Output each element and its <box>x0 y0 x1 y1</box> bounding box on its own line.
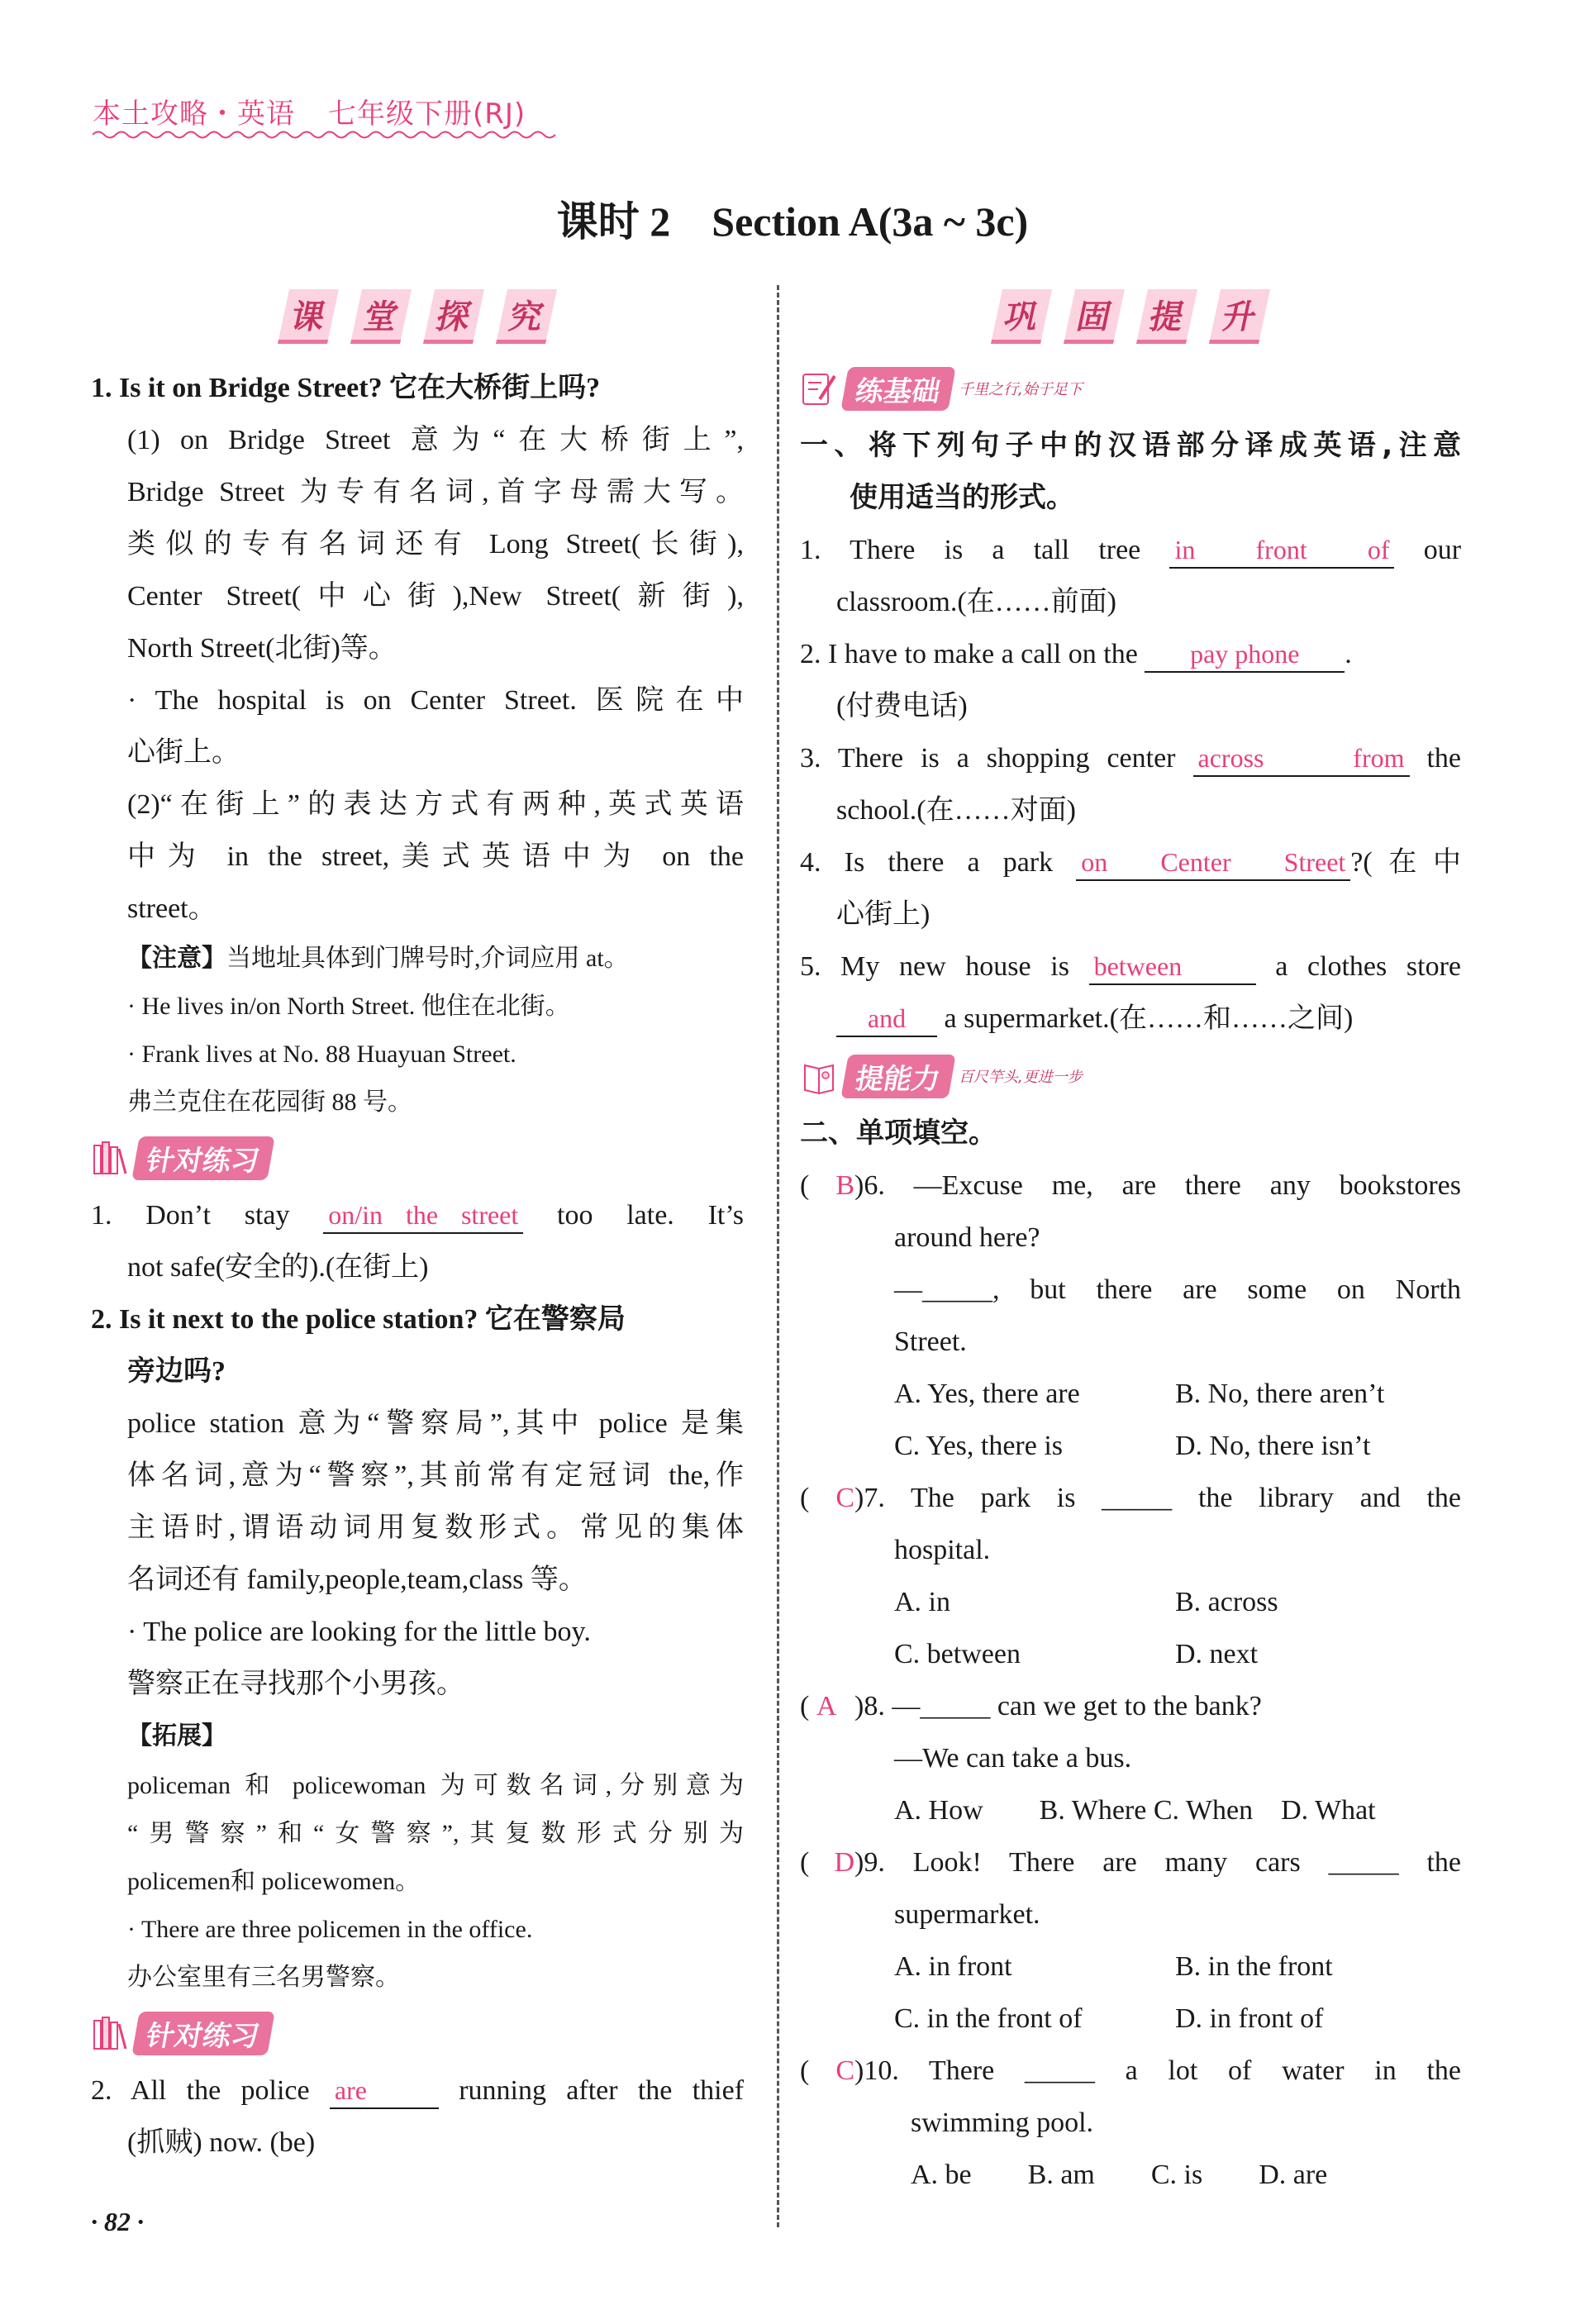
answer-paren: ( D <box>800 1847 854 1878</box>
q-text: ?(在中 <box>1350 847 1461 878</box>
section-header-classroom <box>91 289 744 355</box>
options-row <box>800 1368 1461 1420</box>
answer-letter: A <box>816 1691 837 1722</box>
section-tile: 提 <box>1136 289 1197 344</box>
example-translation: 警察正在寻找那个小男孩。 <box>127 1669 464 1699</box>
answer-text: in front of <box>1174 535 1390 564</box>
lesson-title: 课时 2 Section A(3a ~ 3c) <box>556 198 1029 245</box>
q-text: 1. Don’t stay <box>91 1200 290 1231</box>
answer-blank <box>1089 950 1256 985</box>
q-text: running after the thief <box>459 2075 745 2106</box>
option: B. across <box>1175 1587 1278 1617</box>
q-text: a supermarket.(在……和……之间) <box>944 1003 1354 1034</box>
example-sentence: 心街上。 <box>127 737 240 768</box>
example-sentence: · The police are looking for the little boy. <box>127 1617 591 1647</box>
basic-note: 千里之行,始于足下 <box>959 381 1083 398</box>
options-row <box>800 1941 1461 1993</box>
section-tile: 巩 <box>991 289 1052 344</box>
practice-badge <box>91 1131 744 1184</box>
answer-text: and <box>867 1003 907 1033</box>
q-text: . <box>1345 639 1352 669</box>
ability-badge <box>800 1050 1461 1102</box>
q-text: )10. There _____ a lot of water in the <box>854 2055 1461 2086</box>
books-icon <box>91 2014 129 2052</box>
practice-q2 <box>91 2064 744 2117</box>
answer-text: across from <box>1197 743 1405 773</box>
note-label: 【注意】 <box>127 944 226 973</box>
example-translation: 弗兰克住在花园街 88 号。 <box>127 1088 412 1116</box>
q-text: 1. There is a tall tree <box>800 535 1141 565</box>
q-text: 2. I have to make a call on the <box>800 639 1138 669</box>
options-row: A. be B. am C. is D. are <box>911 2160 1328 2190</box>
option: C. Yes, there is <box>894 1431 1064 1461</box>
translate-item-line2: 心街上) <box>836 899 931 930</box>
section-header-consolidate <box>800 289 1461 355</box>
book-name: 本土攻略・英语 <box>93 98 295 131</box>
answer-blank <box>836 1002 937 1037</box>
translate-item-5-line2 <box>800 993 1461 1045</box>
answer-letter: B <box>835 1170 854 1201</box>
left-column <box>91 289 744 2169</box>
text-line: police station 意为“警察局”,其中 police 是集 <box>127 1408 744 1439</box>
translate-item-line2: (付费电话) <box>836 691 968 721</box>
q-text: our <box>1423 535 1462 565</box>
option: D. in front of <box>1175 2003 1324 2034</box>
part1-heading: 一、将下列句子中的汉语部分译成英语,注意 <box>800 429 1461 462</box>
answer-blank <box>1193 741 1410 777</box>
practice-q2-line2: (抓贼) now. (be) <box>127 2127 316 2158</box>
practice-label: 针对练习 <box>131 1136 274 1180</box>
q-text: 3. There is a shopping center <box>800 743 1176 774</box>
q-text: too late. It’s <box>557 1200 745 1231</box>
translate-item-1 <box>800 524 1461 576</box>
mc-question-7 <box>800 1472 1461 1524</box>
mc-question-9 <box>800 1836 1461 1888</box>
option: A. in front <box>894 1951 1012 1982</box>
section-tile: 固 <box>1064 289 1125 344</box>
practice-q1-line2: not safe(安全的).(在街上) <box>127 1252 429 1283</box>
options-row <box>800 1628 1461 1680</box>
ext-label: 【拓展】 <box>127 1722 226 1750</box>
option: B. in the front <box>1175 1951 1333 1982</box>
example-translation: 办公室里有三名男警察。 <box>127 1964 400 1991</box>
ability-label: 提能力 <box>840 1055 955 1098</box>
text-line: “男警察”和“女警察”,其复数形式分别为 <box>127 1820 744 1847</box>
text-line: policeman 和 policewoman 为可数名词,分别意为 <box>127 1772 744 1799</box>
text-line: 名词还有 family,people,team,class 等。 <box>127 1564 587 1595</box>
q-text: Street. <box>894 1326 967 1357</box>
text-line: North Street(北街)等。 <box>127 633 397 664</box>
q-text: —_____, but there are some on North <box>894 1274 1461 1305</box>
answer-text: between <box>1093 951 1183 981</box>
mc-question-6 <box>800 1160 1461 1212</box>
q-text: )9. Look! There are many cars _____ the <box>854 1847 1461 1878</box>
book-icon <box>800 1057 838 1095</box>
example-sentence: · The hospital is on Center Street. 医院在中 <box>127 685 744 716</box>
option: D. No, there isn’t <box>1175 1431 1371 1461</box>
q-text: 4. Is there a park <box>800 847 1054 878</box>
practice-badge <box>91 2007 744 2060</box>
text-line: 主语时,谓语动词用复数形式。常见的集体 <box>127 1512 744 1543</box>
text-line: Bridge Street 为专有名词,首字母需大写。 <box>127 477 744 507</box>
page-number: · 82 · <box>91 2207 144 2236</box>
text-line: 体名词,意为“警察”,其前常有定冠词 the,作 <box>127 1460 744 1491</box>
right-column <box>800 289 1461 2201</box>
text-line: 中为 in the street,美式英语中为 on the <box>127 841 744 872</box>
options-row <box>800 1993 1461 2045</box>
books-icon <box>91 1139 129 1177</box>
mc-question-10 <box>800 2045 1461 2097</box>
answer-blank <box>1169 533 1394 569</box>
answer-text: are <box>334 2075 367 2105</box>
option: D. next <box>1175 1639 1259 1669</box>
mc-question-8 <box>800 1680 1461 1732</box>
answer-letter: D <box>834 1847 854 1878</box>
answer-blank <box>330 2074 439 2109</box>
q-text: )8. —_____ can we get to the bank? <box>854 1691 1262 1722</box>
text-line: (2)“在街上”的表达方式有两种,英式英语 <box>127 789 744 820</box>
note-text: 当地址具体到门牌号时,介词应用 at。 <box>226 945 629 972</box>
text-line: policemen和 policewomen。 <box>127 1868 421 1895</box>
column-divider <box>777 285 779 2227</box>
q-text: )6. —Excuse me, are there any bookstores <box>854 1170 1461 1201</box>
answer-paren: ( C <box>800 2055 854 2086</box>
q-text: swimming pool. <box>911 2107 1094 2138</box>
book-grade: 七年级下册(RJ) <box>328 98 526 131</box>
option: C. in the front of <box>894 2003 1083 2034</box>
text-line: 类似的专有名词还有 Long Street(长街), <box>127 529 744 560</box>
q-text: around here? <box>894 1222 1040 1253</box>
section-tile: 课 <box>278 289 339 344</box>
option: B. No, there aren’t <box>1175 1379 1385 1409</box>
example-sentence: · Frank lives at No. 88 Huayuan Street. <box>127 1041 516 1068</box>
part1-heading: 使用适当的形式。 <box>850 481 1074 514</box>
section-tile: 探 <box>423 289 484 344</box>
book-header <box>93 91 526 131</box>
q-text: the <box>1426 743 1462 774</box>
translate-item-5 <box>800 941 1461 993</box>
translate-item-line2: classroom.(在……前面) <box>836 587 1117 617</box>
point2-heading: 2. Is it next to the police station? 它在警察局 <box>91 1304 626 1335</box>
option: A. in <box>894 1587 950 1617</box>
ability-note: 百尺竿头,更进一步 <box>959 1069 1083 1086</box>
header-underline <box>93 129 564 140</box>
q-text: supermarket. <box>894 1899 1040 1930</box>
option: A. Yes, there are <box>894 1379 1080 1409</box>
section-tile: 究 <box>496 289 557 344</box>
answer-paren: ( C <box>800 1483 854 1513</box>
translate-item-line2: school.(在……对面) <box>836 795 1076 826</box>
q-text: hospital. <box>894 1535 991 1565</box>
answer-paren: ( A <box>800 1691 837 1722</box>
answer-blank <box>323 1198 523 1234</box>
q-text: 5. My new house is <box>800 951 1069 982</box>
q-text: 2. All the police <box>91 2075 310 2106</box>
translate-item-4 <box>800 836 1461 888</box>
text-line: Center Street(中心街),New Street(新街), <box>127 581 744 612</box>
q-text: )7. The park is _____ the library and the <box>854 1483 1461 1513</box>
example-sentence: · There are three policemen in the office. <box>127 1916 533 1943</box>
answer-blank <box>1076 845 1350 881</box>
basic-badge <box>800 362 1461 415</box>
answer-text: on Center Street <box>1081 847 1346 877</box>
options-row <box>800 1576 1461 1628</box>
point1-heading: 1. Is it on Bridge Street? 它在大桥街上吗? <box>91 373 601 403</box>
text-line: (1) on Bridge Street 意为“在大桥街上”, <box>127 425 744 455</box>
options-row <box>800 1420 1461 1472</box>
basic-label: 练基础 <box>840 367 955 411</box>
text-line: street。 <box>127 893 217 924</box>
answer-paren: ( B <box>800 1170 854 1201</box>
section-tile: 堂 <box>350 289 412 344</box>
translate-item-2 <box>800 628 1461 680</box>
practice-label: 针对练习 <box>131 2012 274 2055</box>
option: C. between <box>894 1639 1021 1669</box>
options-row: A. How B. Where C. When D. What <box>894 1795 1376 1826</box>
answer-letter: C <box>835 1483 854 1513</box>
practice-q1 <box>91 1189 744 1241</box>
point2-heading: 旁边吗? <box>127 1356 226 1387</box>
q-text: a clothes store <box>1275 951 1461 982</box>
note-line <box>91 935 744 983</box>
pencil-note-icon <box>800 369 838 407</box>
answer-blank <box>1145 637 1345 673</box>
answer-text: on/in the street <box>328 1200 519 1230</box>
answer-letter: C <box>835 2055 854 2086</box>
part2-heading: 二、单项填空。 <box>800 1117 997 1150</box>
q-text: —We can take a bus. <box>894 1743 1132 1774</box>
translate-item-3 <box>800 732 1461 784</box>
answer-text: pay phone <box>1190 639 1300 669</box>
section-tile: 升 <box>1209 289 1270 344</box>
example-sentence: · He lives in/on North Street. 他住在北街。 <box>127 993 570 1020</box>
